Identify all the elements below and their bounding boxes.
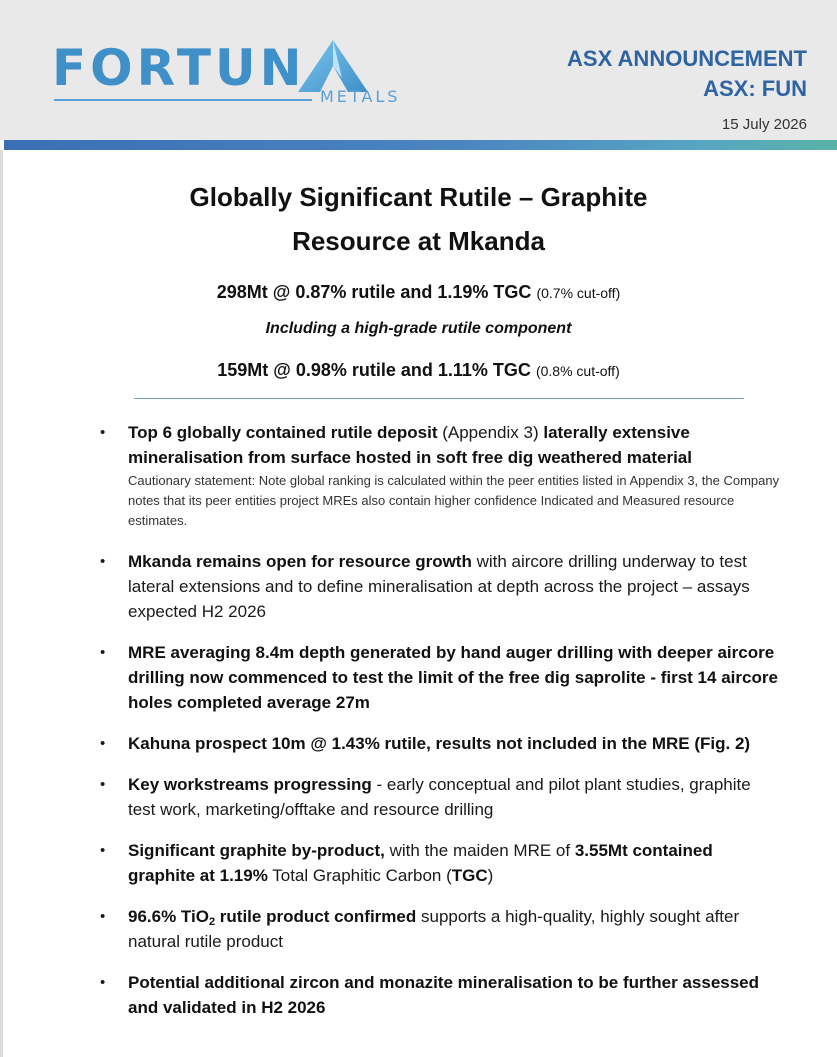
- highlight-bold: Potential additional zircon and monazite mineralisation to be further assessed and validated in H2 2026: [128, 973, 760, 1017]
- resource-stat-main-text: 298Mt @ 0.87% rutile and 1.19% TGC: [216, 282, 532, 302]
- announcement-date: 15 July 2026: [721, 116, 807, 133]
- highlight-text: with aircore drilling underway to test lateral extensions and to define mineralisation at depth across the project – assays expected H2 2026: [128, 552, 750, 621]
- bullet-marker: •: [100, 776, 106, 793]
- highlight-bold: 96.6% TiO: [128, 907, 209, 926]
- announcement-header: [0, 0, 837, 140]
- section-divider: [134, 398, 744, 399]
- high-grade-intro: Including a high-grade rutile component: [265, 320, 572, 337]
- logo-subtitle: METALS: [320, 87, 401, 106]
- logo-underline: [54, 99, 312, 101]
- subscript-two: 2: [208, 916, 216, 928]
- highlight-bold: Mkanda remains open for resource growth: [128, 552, 472, 571]
- highlight-bold: rutile product confirmed: [215, 907, 417, 926]
- announcement-meta: [567, 44, 807, 133]
- highlight-item: [100, 640, 780, 715]
- bullet-marker: •: [100, 553, 106, 570]
- highlight-text: Total Graphitic Carbon (: [267, 866, 452, 885]
- header-color-band: [4, 140, 837, 150]
- highlight-bold: Significant graphite by-product,: [128, 841, 385, 860]
- bullet-marker: •: [100, 735, 106, 752]
- bullet-marker: •: [100, 908, 106, 925]
- highlight-bold: 3.55Mt contained graphite at 1.19%: [128, 841, 713, 885]
- highlight-bold: TGC: [451, 866, 488, 885]
- resource-stat-main: [0, 282, 837, 303]
- highlight-bold: laterally extensive mineralisation from surface hosted in soft free dig weathered material: [128, 423, 692, 467]
- highlight-item: [100, 731, 780, 756]
- highlight-item: [100, 420, 780, 531]
- bullet-marker: •: [100, 974, 106, 991]
- bullet-marker: •: [100, 842, 106, 859]
- highlights-list: [100, 420, 780, 1020]
- highlight-text: - early conceptual and pilot plant studies, graphite test work, marketing/offtake and resource drilling: [128, 775, 751, 819]
- highlight-bold: Top 6 globally contained rutile deposit: [128, 423, 438, 442]
- logo-wordmark: FORTUN: [52, 39, 306, 97]
- highlight-item: [100, 838, 780, 888]
- company-logo: [52, 38, 401, 118]
- page-title: [0, 175, 837, 263]
- highlight-bold: Key workstreams progressing: [128, 775, 372, 794]
- bullet-marker: •: [100, 424, 106, 441]
- title-line-1: Globally Significant Rutile – Graphite: [189, 182, 648, 212]
- highlight-bold: MRE averaging 8.4m depth generated by hand auger drilling with deeper aircore drilling now commenced to test the limit of the free dig saprolite - first 14 aircore holes completed average 27m: [128, 643, 778, 712]
- highlight-text: ): [487, 866, 494, 885]
- highlight-text: with the maiden MRE of: [384, 841, 575, 860]
- resource-stat-high-grade-text: 159Mt @ 0.98% rutile and 1.11% TGC: [217, 360, 531, 380]
- highlight-bold: Kahuna prospect 10m @ 1.43% rutile, results not included in the MRE (Fig. 2): [128, 734, 751, 753]
- highlight-item: [100, 549, 780, 624]
- asx-code: ASX: FUN: [703, 76, 807, 101]
- bullet-marker: •: [100, 644, 106, 661]
- resource-stat-main-cutoff: (0.7% cut-off): [536, 285, 621, 301]
- resource-stat-high-grade-cutoff: (0.8% cut-off): [535, 363, 620, 379]
- title-line-2: Resource at Mkanda: [292, 226, 545, 256]
- cautionary-statement: Cautionary statement: Note global ranking is calculated within the peer entities listed in Appendix 3, the Company notes that its peer entities project MREs also contain higher confidence Indicated and Measured resource estimates.: [128, 473, 780, 528]
- logo-mountain-icon: [296, 38, 370, 94]
- resource-stat-high-grade: [0, 360, 837, 381]
- highlight-item: [100, 772, 780, 822]
- asx-announcement-label: ASX ANNOUNCEMENT: [567, 46, 807, 71]
- highlight-text: (Appendix 3): [437, 423, 544, 442]
- highlight-item: [100, 904, 780, 954]
- highlight-text: supports a high-quality, highly sought after natural rutile product: [128, 907, 740, 951]
- highlight-item: [100, 970, 780, 1020]
